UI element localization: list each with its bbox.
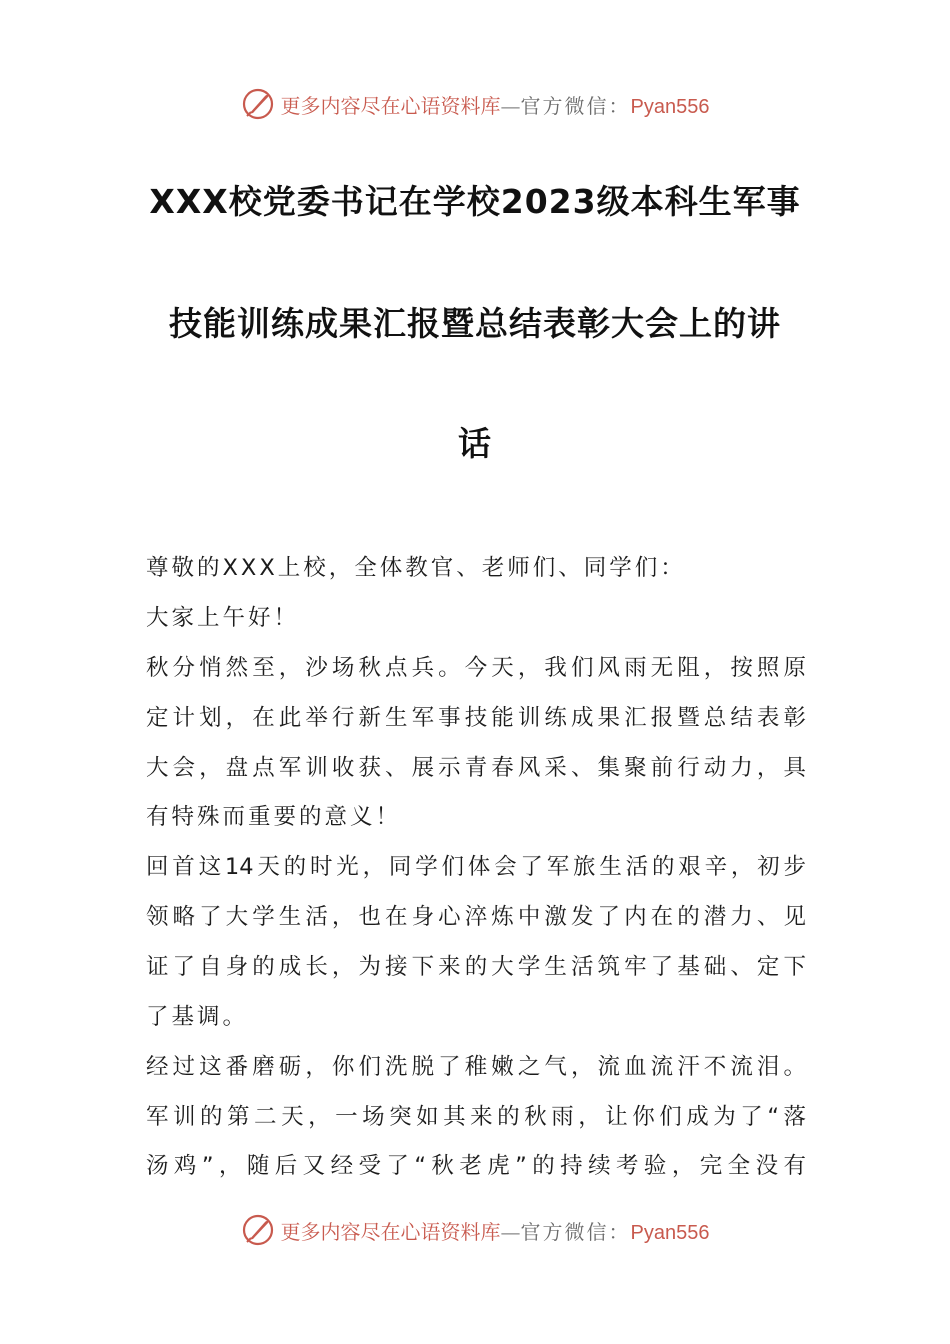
body-line: 大会，盘点军训收获、展示青春风采、集聚前行动力，具 (146, 755, 806, 781)
watermark-dash: — (500, 93, 521, 118)
document-title-line-1: XXX校党委书记在学校2023级本科生军事 (149, 182, 801, 221)
body-line: 回首这14天的时光，同学们体会了军旅生活的艰辛，初步 (146, 854, 806, 880)
quill-logo-icon (241, 1213, 275, 1247)
header-watermark (0, 84, 950, 124)
watermark-dash: — (500, 1219, 521, 1244)
body-line: 经过这番磨砺，你们洗脱了稚嫩之气，流血流汗不流泪。 (146, 1054, 806, 1080)
greeting-line: 大家上午好！ (146, 605, 300, 631)
salutation-line: 尊敬的XXX上校，全体教官、老师们、同学们： (146, 555, 686, 581)
body-line: 秋分悄然至，沙场秋点兵。今天，我们风雨无阻，按照原 (146, 655, 806, 681)
watermark-site-text: 更多内容尽在心语资料库 (280, 1219, 501, 1244)
body-line: 汤鸡”，随后又经受了“秋老虎”的持续考验，完全没有 (146, 1153, 806, 1179)
watermark-handle: Pyan556 (630, 1221, 710, 1244)
watermark-official-label: 官方微信： (520, 1219, 631, 1244)
watermark-handle: Pyan556 (630, 95, 710, 118)
body-line: 证了自身的成长，为接下来的大学生活筑牢了基础、定下 (146, 954, 806, 980)
footer-watermark (0, 1210, 950, 1250)
document-title-line-2: 技能训练成果汇报暨总结表彰大会上的讲 (169, 304, 781, 343)
watermark-site-text: 更多内容尽在心语资料库 (280, 93, 501, 118)
document-title-line-3: 话 (458, 424, 492, 463)
body-line: 军训的第二天，一场突如其来的秋雨，让你们成为了“落 (146, 1104, 806, 1130)
body-line: 领略了大学生活，也在身心淬炼中激发了内在的潜力、见 (146, 904, 806, 930)
body-line: 定计划，在此举行新生军事技能训练成果汇报暨总结表彰 (146, 705, 806, 731)
watermark-official-label: 官方微信： (520, 93, 631, 118)
body-line: 了基调。 (146, 1004, 249, 1030)
quill-logo-icon (241, 87, 275, 121)
body-line: 有特殊而重要的意义！ (146, 804, 402, 830)
